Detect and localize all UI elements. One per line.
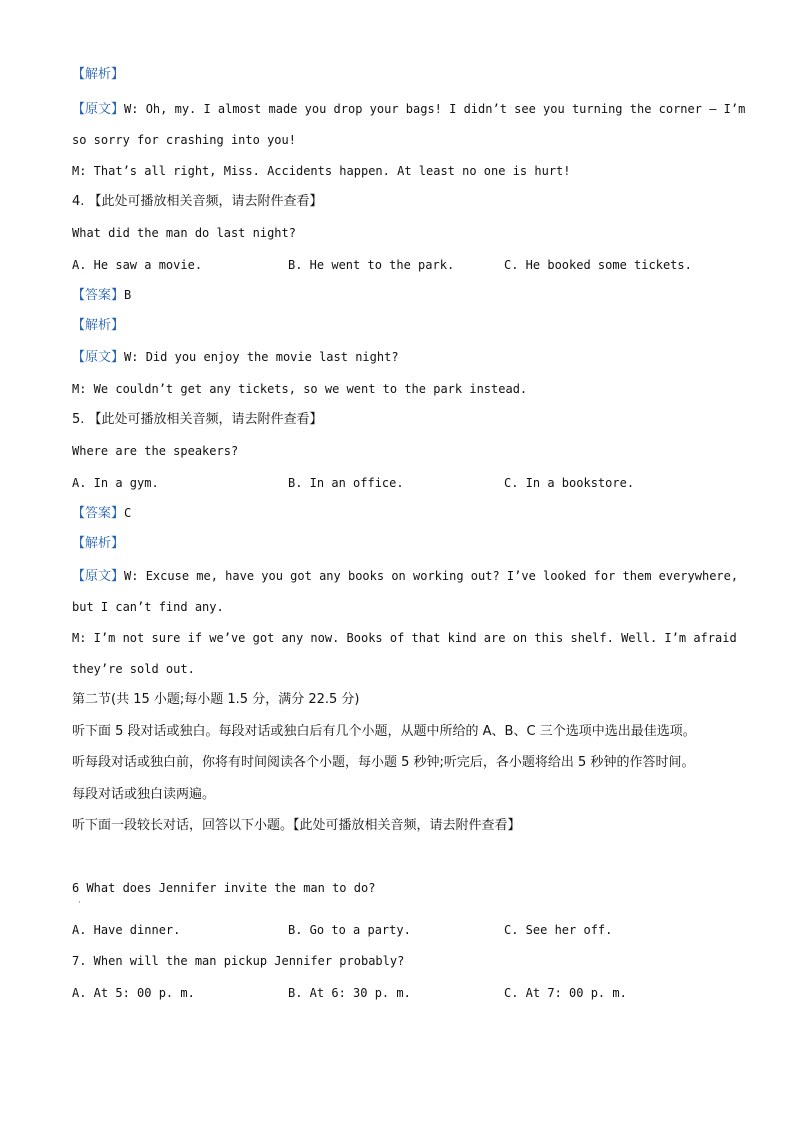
question-6-text: 6 What does Jennifer invite the man to do? xyxy=(72,881,376,895)
transcript-tag: 【原文】 xyxy=(72,569,125,584)
answer-value: B xyxy=(124,288,132,302)
question-7-option-b: B. At 6: 30 p. m. xyxy=(288,986,411,1000)
stray-mark: · xyxy=(78,898,81,908)
question-4-header: 4. 【此处可播放相关音频，请去附件查看】 xyxy=(72,194,323,209)
transcript-tag: 【原文】 xyxy=(72,350,125,365)
analysis-tag: 【解析】 xyxy=(72,318,125,333)
transcript-line: they’re sold out. xyxy=(72,662,195,676)
question-4-text: What did the man do last night? xyxy=(72,226,296,240)
question-7-option-a: A. At 5: 00 p. m. xyxy=(72,986,195,1000)
answer-tag: 【答案】 xyxy=(72,288,125,303)
transcript-line xyxy=(72,567,738,586)
question-5-header: 5. 【此处可播放相关音频，请去附件查看】 xyxy=(72,412,323,427)
question-6-option-a: A. Have dinner. xyxy=(72,923,181,937)
answer-value: C xyxy=(124,506,132,520)
question-5-option-b: B. In an office. xyxy=(288,476,404,490)
question-4-option-b: B. He went to the park. xyxy=(288,258,455,272)
transcript-text: W: Did you enjoy the movie last night? xyxy=(124,350,399,364)
analysis-tag: 【解析】 xyxy=(72,536,125,551)
section-2-instruction: 听每段对话或独白前，你将有时间阅读各个小题，每小题 5 秒钟;听完后，各小题将给出 5 秒钟的作答时间。 xyxy=(72,755,695,770)
question-7-text: 7. When will the man pickup Jennifer probably? xyxy=(72,954,405,968)
question-4-option-a: A. He saw a movie. xyxy=(72,258,203,272)
transcript-line xyxy=(72,100,745,119)
section-2-instruction: 听下面 5 段对话或独白。每段对话或独白后有几个小题，从题中所给的 A、B、C 三个选项中选出最佳选项。 xyxy=(72,724,696,739)
answer-line xyxy=(72,286,131,305)
section-2-instruction: 听下面一段较长对话，回答以下小题。【此处可播放相关音频，请去附件查看】 xyxy=(72,818,521,833)
question-5-option-c: C. In a bookstore. xyxy=(504,476,635,490)
answer-tag: 【答案】 xyxy=(72,506,125,521)
transcript-text: W: Oh, my. I almost made you drop your bags! I didn’t see you turning the corner — I’m xyxy=(124,102,746,116)
transcript-line: M: That’s all right, Miss. Accidents happen. At least no one is hurt! xyxy=(72,164,571,178)
question-4-option-c: C. He booked some tickets. xyxy=(504,258,692,272)
question-5-text: Where are the speakers? xyxy=(72,444,239,458)
question-7-option-c: C. At 7: 00 p. m. xyxy=(504,986,627,1000)
question-5-option-a: A. In a gym. xyxy=(72,476,159,490)
transcript-line: but I can’t find any. xyxy=(72,600,224,614)
transcript-line: M: We couldn’t get any tickets, so we went to the park instead. xyxy=(72,382,528,396)
section-2-instruction: 每段对话或独白读两遍。 xyxy=(72,787,216,802)
transcript-text: W: Excuse me, have you got any books on working out? I’ve looked for them everywhere, xyxy=(124,569,739,583)
transcript-line: M: I’m not sure if we’ve got any now. Books of that kind are on this shelf. Well. I’m afraid xyxy=(72,631,737,645)
section-2-title: 第二节(共 15 小题;每小题 1.5 分，满分 22.5 分) xyxy=(72,692,360,707)
question-6-option-b: B. Go to a party. xyxy=(288,923,411,937)
transcript-line: so sorry for crashing into you! xyxy=(72,133,296,147)
analysis-tag: 【解析】 xyxy=(72,67,125,82)
transcript-line xyxy=(72,348,399,367)
question-6-option-c: C. See her off. xyxy=(504,923,613,937)
answer-line xyxy=(72,504,131,523)
transcript-tag: 【原文】 xyxy=(72,102,125,117)
